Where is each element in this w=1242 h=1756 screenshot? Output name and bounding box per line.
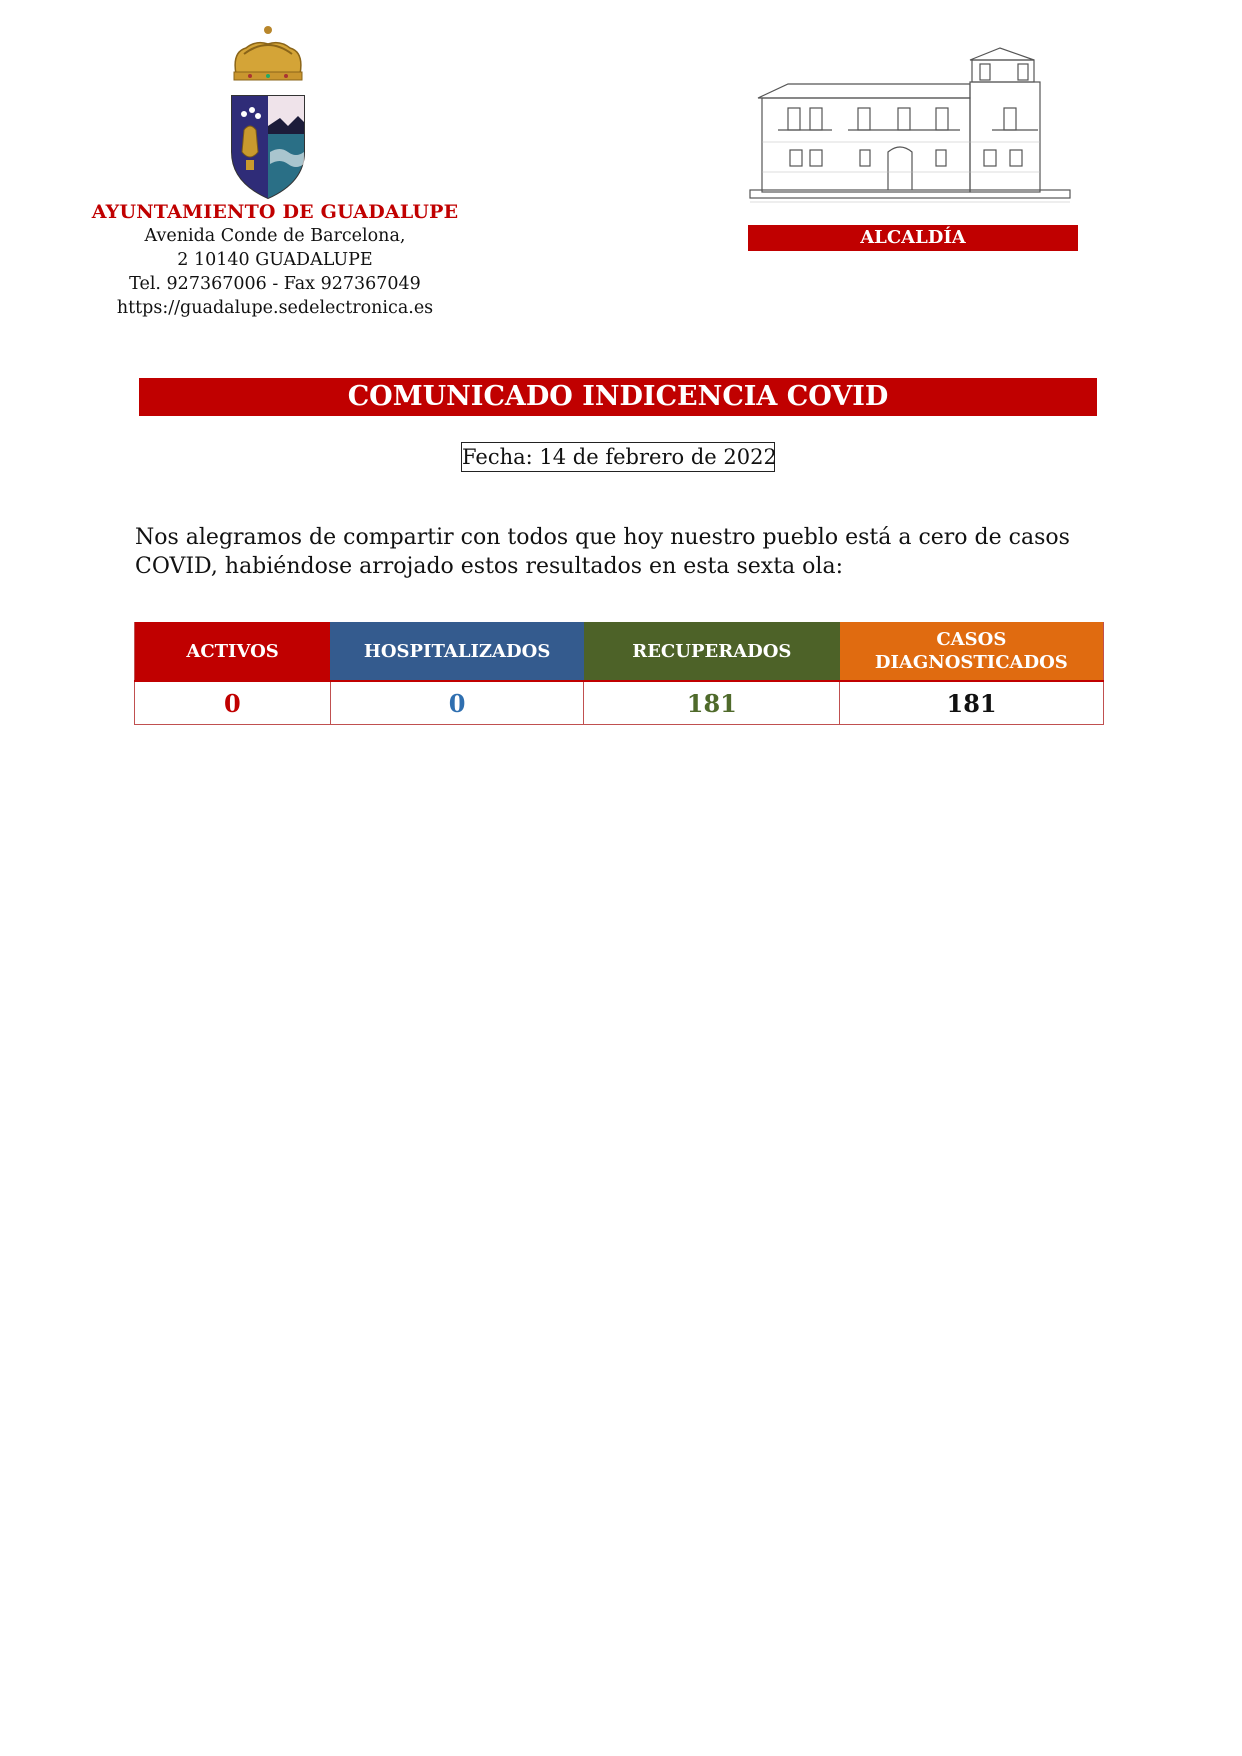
stats-header-cell: RECUPERADOS xyxy=(584,622,840,681)
stats-value-cell: 181 xyxy=(840,681,1104,725)
stats-header-cell: CASOS DIAGNOSTICADOS xyxy=(840,622,1104,681)
stats-header-cell: ACTIVOS xyxy=(135,622,331,681)
stats-value-cell: 0 xyxy=(330,681,584,725)
stats-header-row xyxy=(135,622,1104,681)
organization-header xyxy=(70,200,480,320)
town-hall-building-icon xyxy=(748,42,1078,206)
coat-of-arms-icon xyxy=(222,22,314,202)
covid-stats-table xyxy=(134,622,1104,725)
organization-name: AYUNTAMIENTO DE GUADALUPE xyxy=(91,201,459,223)
phone-fax: Tel. 927367006 - Fax 927367049 xyxy=(129,274,421,294)
address-line-2: 2 10140 GUADALUPE xyxy=(177,250,373,270)
document-date: Fecha: 14 de febrero de 2022 xyxy=(461,442,775,472)
stats-value-cell: 0 xyxy=(135,681,331,725)
stats-value-row xyxy=(135,681,1104,725)
alcaldia-label: ALCALDÍA xyxy=(748,225,1078,251)
stats-header-cell: HOSPITALIZADOS xyxy=(330,622,584,681)
document-title: COMUNICADO INDICENCIA COVID xyxy=(139,378,1097,416)
intro-paragraph: Nos alegramos de compartir con todos que hoy nuestro pueblo está a cero de casos COVID, habiéndose arrojado estos resultados en esta sexta ola: xyxy=(135,525,1070,579)
address-line-1: Avenida Conde de Barcelona, xyxy=(144,226,406,246)
website-link[interactable]: https://guadalupe.sedelectronica.es xyxy=(116,298,434,318)
stats-value-cell: 181 xyxy=(584,681,840,725)
